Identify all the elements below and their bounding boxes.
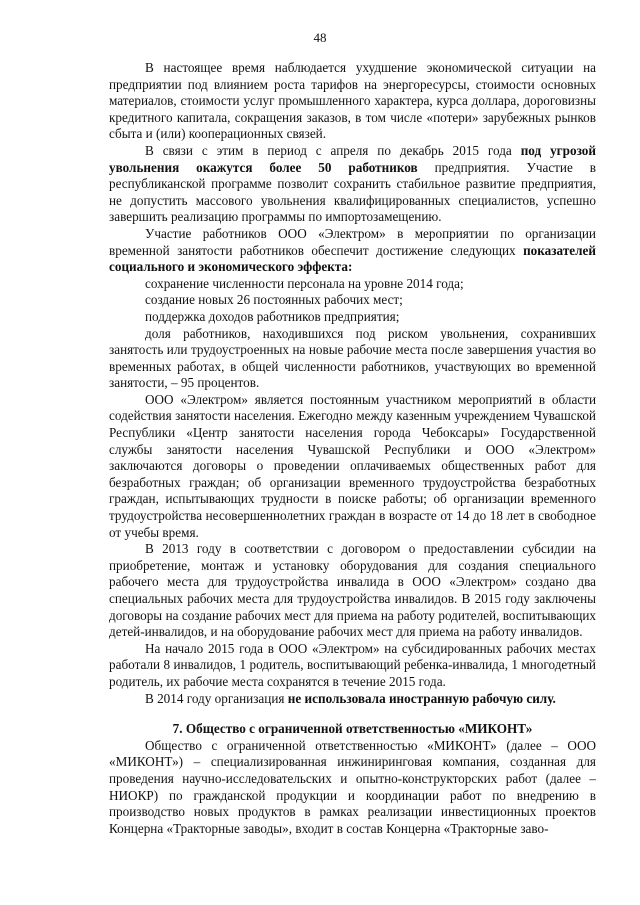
list-item: поддержка доходов работников предприятия; [145, 308, 400, 324]
paragraph-participation [109, 226, 596, 276]
participation-bold: показателей социального и экономического эффекта: [109, 242, 596, 275]
layoff-text-start: В связи с этим в период с апреля по декабрь 2015 года [145, 142, 521, 158]
section-heading: 7. Общество с ограниченной ответственностью «МИКОНТ» [172, 721, 533, 737]
paragraph-subsidized-workplaces: На начало 2015 года в ООО «Электром» на субсидированных рабочих местах работали 8 инвалидов, 1 родитель, воспитывающий ребенка-инвалида, 1 многодетный родитель, их рабочие места сохранятся в течение 2015 года. [109, 640, 596, 689]
list-item: сохранение численности персонала на уровне 2014 года; [145, 275, 464, 291]
list-item: создание новых 26 постоянных рабочих мест; [145, 292, 403, 308]
paragraph-economic-situation: В настоящее время наблюдается ухудшение экономической ситуации на предприятии под влиянием роста тарифов на энергоресурсы, стоимости основных материалов, стоимости услуг промышленного характера, курса доллара, дороговизны кредитного капитала, сокращения заказов, в том числе «потери» зарубежных рынков сбыта и (или) кооперационных связей. [109, 60, 596, 142]
paragraph-employment-support: ООО «Электром» является постоянным участником мероприятий в области содействия занятости населения. Ежегодно между казенным учреждением Чувашской Республики «Центр занятости населения города Чебоксары» Государственной службы занятости населения Чувашской Республики и ООО «Электром» заключаются договоры о проведении оплачиваемых общественных работ для безработных граждан; об организации временного трудоустройства безработных граждан, испытывающих трудности в поиске работы; об организации временного трудоустройства несовершеннолетних граждан в возрасте от 14 до 18 лет в свободное от учебы время. [109, 391, 596, 540]
page-number: 48 [313, 30, 327, 45]
effect-list [109, 276, 596, 326]
paragraph-mikont-intro: Общество с ограниченной ответственностью «МИКОНТ» (далее – ООО «МИКОНТ») – специализированная инжиниринговая компания, созданная для проведения научно-исследовательских и опытно-конструкторских работ (далее – НИОКР) по гражданской продукции и координации работ по внедрению в производство новых продуктов в рамках реализации инвестиционных проектов Концерна «Тракторные заводы», входит в состав Концерна «Тракторные заво- [109, 737, 596, 836]
layoff-bold: под угрозой увольнения окажутся более 50 работников [109, 142, 596, 175]
paragraph-employee-share: доля работников, находившихся под риском увольнения, сохранивших занятость или трудоустроенных на новые рабочие места после завершения участия во временных работах, в общей численности работников, участвующих во временной занятости, – 95 процентов. [109, 325, 596, 391]
paragraph-foreign-labor [109, 691, 596, 708]
paragraph-layoff-threat [109, 143, 596, 226]
participation-text: Участие работников ООО «Электром» в мероприятии по организации временной занятости работников обеспечит достижение следующих [109, 225, 596, 258]
layoff-text-end: предприятия. Участие в республиканской программе позволит сохранить стабильное развитие предприятия, не допустить массового увольнения квалифицированных специалистов, успешно завершить реализацию программы по импортозамещению. [109, 159, 596, 225]
body-text [109, 60, 596, 837]
paragraph-disabled-workplaces: В 2013 году в соответствии с договором о предоставлении субсидии на приобретение, монтаж и установку оборудования для создания специального рабочего места для трудоустройства инвалида в ООО «Электром» создано два специальных рабочих места для трудоустройства инвалидов. В 2015 году заключены договоры на создание рабочих мест для приема на работу родителей, воспитывающих детей-инвалидов, и на оборудование рабочих мест для приема на работу инвалидов. [109, 541, 596, 640]
foreign-labor-text: В 2014 году организация [145, 690, 288, 706]
foreign-labor-bold: не использовала иностранную рабочую силу. [287, 690, 556, 706]
